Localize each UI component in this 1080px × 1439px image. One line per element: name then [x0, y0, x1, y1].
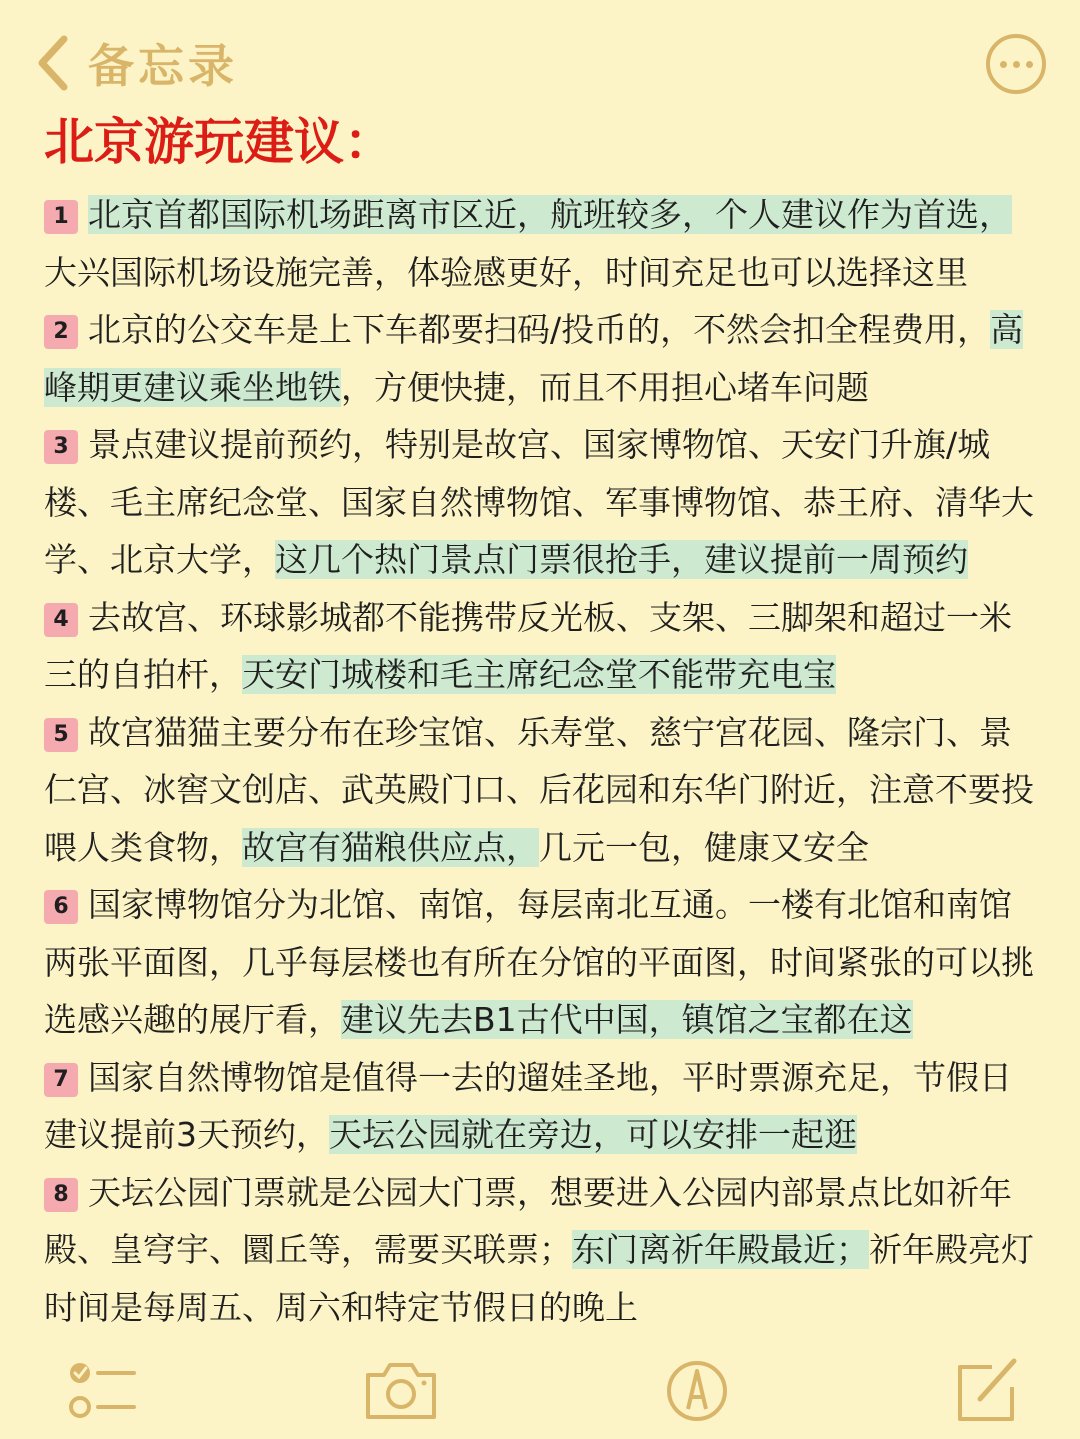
- camera-button[interactable]: [362, 1351, 440, 1427]
- highlighted-text: 天坛公园就在旁边，可以安排一起逛: [329, 1115, 857, 1154]
- item-number-badge: 5: [44, 718, 78, 752]
- item-number-badge: 2: [44, 315, 78, 349]
- highlighted-text: 高峰期更建议乘坐地铁: [44, 310, 1024, 407]
- item-text: 国家博物馆分为北馆、南馆，每层南北互通。一楼有北馆和南馆两张平面图，几乎每层楼也有所在分馆的平面图，时间紧张的可以挑选感兴趣的展厅看，: [44, 885, 1034, 1039]
- back-button[interactable]: [36, 28, 238, 98]
- compose-button[interactable]: [952, 1351, 1022, 1427]
- more-dots-icon: [1000, 61, 1033, 68]
- checklist-button[interactable]: [64, 1351, 140, 1427]
- item-number-badge: 7: [44, 1063, 78, 1097]
- highlighted-text: 这几个热门景点门票很抢手，建议提前一周预约: [275, 540, 968, 579]
- note-title: 北京游玩建议：: [44, 113, 394, 171]
- compose-icon: [952, 1351, 1022, 1427]
- list-item: [44, 186, 1034, 301]
- item-number-badge: 6: [44, 890, 78, 924]
- item-number-badge: 4: [44, 603, 78, 637]
- item-number-badge: 3: [44, 430, 78, 464]
- back-label: 备忘录: [88, 39, 238, 93]
- item-text: 国家自然博物馆是值得一去的遛娃圣地，平时票源充足，节假日建议提前3天预约，: [44, 1057, 1012, 1154]
- pen-markup-icon: [664, 1351, 730, 1427]
- highlighted-text: 北京首都国际机场距离市区近，航班较多，个人建议作为首选，: [88, 195, 1012, 234]
- top-bar: [0, 0, 1080, 110]
- checklist-icon: [64, 1351, 140, 1427]
- item-text: 北京的公交车是上下车都要扫码/投币的，不然会扣全程费用，: [88, 310, 991, 349]
- item-text: 大兴国际机场设施完善，体验感更好，时间充足也可以选择这里: [44, 252, 968, 292]
- list-item: [44, 1049, 1034, 1164]
- bottom-toolbar: [0, 1345, 1080, 1439]
- item-number-badge: 1: [44, 200, 78, 234]
- list-item: [44, 589, 1034, 704]
- item-text: 天坛公园门票就是公园大门票，想要进入公园内部景点比如祈年殿、皇穹宇、圜丘等，需要买联票；: [44, 1172, 1012, 1269]
- chevron-left-icon: [36, 33, 70, 93]
- item-text: 去故宫、环球影城都不能携带反光板、支架、三脚架和超过一米三的自拍杆，: [44, 597, 1012, 694]
- list-item: [44, 301, 1034, 416]
- item-text: 景点建议提前预约，特别是故宫、国家博物馆、天安门升旗/城楼、毛主席纪念堂、国家自然博物馆、军事博物馆、恭王府、清华大学、北京大学，: [44, 425, 1034, 579]
- note-body[interactable]: [44, 186, 1034, 1336]
- highlighted-text: 建议先去B1古代中国，镇馆之宝都在这: [341, 1000, 913, 1039]
- list-item: [44, 876, 1034, 1049]
- camera-icon: [362, 1351, 440, 1427]
- highlighted-text: 东门离祈年殿最近；: [572, 1230, 869, 1269]
- item-text: 几元一包，健康又安全: [539, 827, 869, 867]
- more-options-button[interactable]: [986, 34, 1046, 94]
- item-text: 祈年殿亮灯时间是每周五、周六和特定节假日的晚上: [44, 1230, 1034, 1327]
- list-item: [44, 416, 1034, 589]
- item-text: ，方便快捷，而且不用担心堵车问题: [341, 367, 869, 407]
- list-item: [44, 704, 1034, 877]
- markup-button[interactable]: [664, 1351, 730, 1427]
- item-text: 故宫猫猫主要分布在珍宝馆、乐寿堂、慈宁宫花园、隆宗门、景仁宫、冰窖文创店、武英殿门口、后花园和东华门附近，注意不要投喂人类食物，: [44, 712, 1034, 867]
- list-item: [44, 1164, 1034, 1337]
- highlighted-text: 故宫有猫粮供应点，: [242, 827, 539, 867]
- item-number-badge: 8: [44, 1178, 78, 1212]
- highlighted-text: 天安门城楼和毛主席纪念堂不能带充电宝: [242, 655, 836, 694]
